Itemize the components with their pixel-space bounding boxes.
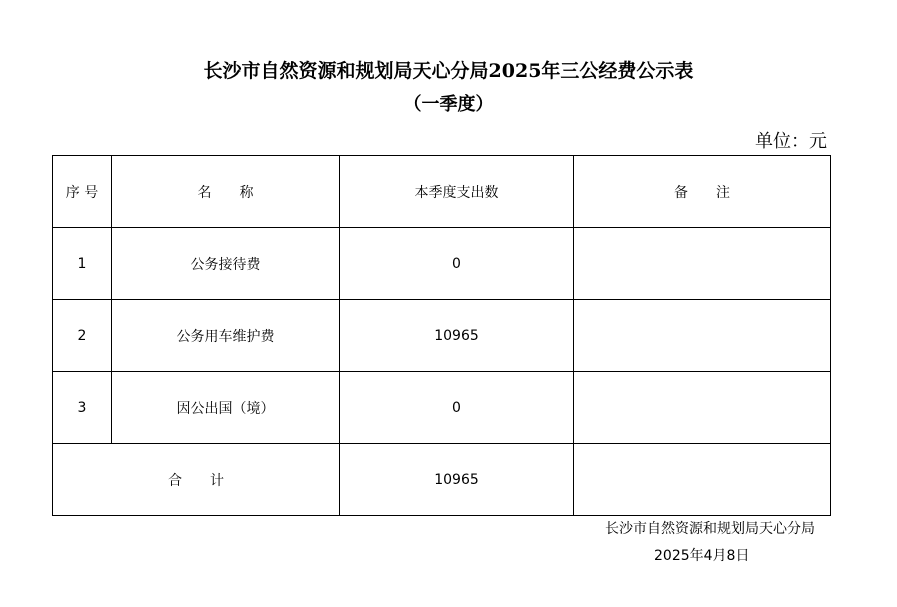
header-remark: 备 注 [574, 156, 831, 228]
table-row [53, 372, 831, 444]
row-index: 1 [53, 228, 112, 300]
document-subtitle: （一季度） [403, 94, 494, 115]
row-name: 公务接待费 [112, 228, 340, 300]
row-name: 公务用车维护费 [112, 300, 340, 372]
footer-date: 2025年4月8日 [654, 548, 750, 564]
row-remark [574, 228, 831, 300]
expense-table [52, 155, 831, 516]
row-remark [574, 372, 831, 444]
total-label: 合 计 [53, 444, 340, 516]
table-total-row [53, 444, 831, 516]
row-index: 2 [53, 300, 112, 372]
row-remark [574, 300, 831, 372]
header-amount: 本季度支出数 [340, 156, 574, 228]
footer-organization: 长沙市自然资源和规划局天心分局 [605, 521, 815, 537]
unit-label: 单位：元 [755, 131, 827, 152]
total-amount: 10965 [340, 444, 574, 516]
total-remark [574, 444, 831, 516]
document-title: 长沙市自然资源和规划局天心分局2025年三公经费公示表 [203, 60, 694, 82]
row-name: 因公出国（境） [112, 372, 340, 444]
header-name: 名 称 [112, 156, 340, 228]
table-row [53, 300, 831, 372]
row-amount: 0 [340, 228, 574, 300]
table-row [53, 228, 831, 300]
table-header-row [53, 156, 831, 228]
header-index: 序 号 [53, 156, 112, 228]
row-amount: 0 [340, 372, 574, 444]
row-amount: 10965 [340, 300, 574, 372]
row-index: 3 [53, 372, 112, 444]
